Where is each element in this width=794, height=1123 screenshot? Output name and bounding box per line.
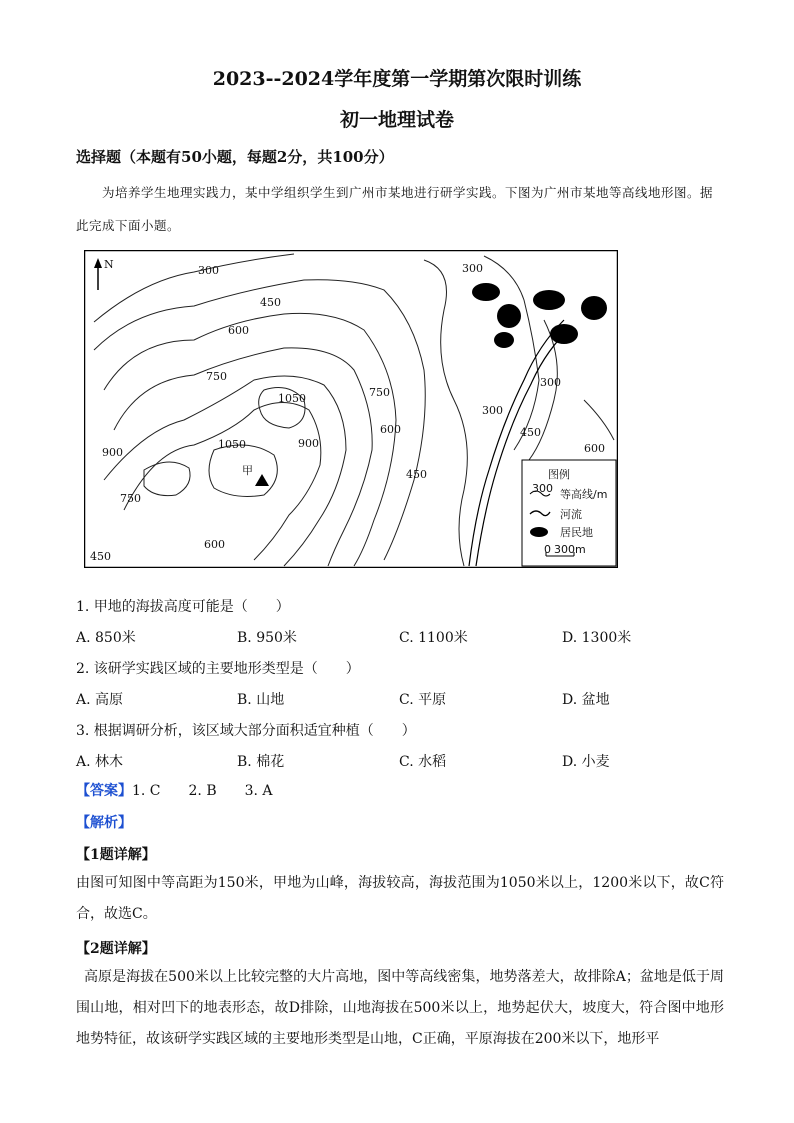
contour-label: 1050 — [278, 392, 306, 405]
section-heading: 选择题（本题有50小题，每题2分，共100分） — [76, 148, 394, 166]
q3-option-b: B. 棉花 — [237, 754, 285, 770]
contour-label: 900 — [298, 437, 319, 450]
question-3: 3. 根据调研分析，该区域大部分面积适宜种植（ ） — [76, 723, 416, 739]
contour-label: 300 — [198, 264, 219, 277]
legend-scale-dist: 300m — [554, 543, 586, 556]
legend-contour: 等高线/m — [560, 488, 608, 501]
q1-option-b: B. 950米 — [237, 630, 297, 646]
settlement — [494, 332, 514, 348]
q3-option-d: D. 小麦 — [562, 754, 610, 770]
legend-settlement: 居民地 — [560, 526, 593, 539]
settlement — [550, 324, 578, 344]
settlement — [581, 296, 607, 320]
contour-label: 600 — [380, 423, 401, 436]
contour-label: 600 — [204, 538, 225, 551]
contour-label: 450 — [406, 468, 427, 481]
q2-option-a: A. 高原 — [76, 692, 124, 708]
question-1: 1. 甲地的海拔高度可能是（ ） — [76, 599, 290, 615]
settlement — [533, 290, 565, 310]
answer-text: 1. C 2. B 3. A — [132, 783, 273, 799]
q2-option-d: D. 盆地 — [562, 692, 610, 708]
contour-label: 450 — [260, 296, 281, 309]
detail-2-heading: 【2题详解】 — [76, 941, 156, 957]
answer-line — [76, 780, 273, 800]
answer-tag: 【答案】 — [76, 783, 132, 799]
intro-paragraph: 为培养学生地理实践力，某中学组织学生到广州市某地进行研学实践。下图为广州市某地等高线地形图。据此完成下面小题。 — [76, 185, 714, 233]
contour-label: 750 — [206, 370, 227, 383]
q2-option-c: C. 平原 — [399, 692, 447, 708]
contour-label: 450 — [90, 550, 111, 563]
detail-1-text: 由图可知图中等高距为150米，甲地为山峰，海拔较高，海拔范围为1050米以上，1200米以下，故C符合，故选C。 — [76, 875, 724, 922]
contour-label: 300 — [462, 262, 483, 275]
contour-map — [84, 250, 618, 568]
exam-subtitle: 初一地理试卷 — [339, 109, 454, 131]
contour-label: 600 — [584, 442, 605, 455]
legend-title: 图例 — [548, 468, 570, 481]
q1-option-d: D. 1300米 — [562, 630, 632, 646]
q2-option-b: B. 山地 — [237, 692, 285, 708]
settlement — [497, 304, 521, 328]
contour-label: 600 — [228, 324, 249, 337]
q3-option-c: C. 水稻 — [399, 754, 447, 770]
north-label: N — [104, 258, 114, 271]
settlement — [472, 283, 500, 301]
exam-title: 2023--2024学年度第一学期第次限时训练 — [212, 68, 582, 90]
map-legend — [522, 460, 616, 566]
q3-option-a: A. 林木 — [76, 754, 124, 770]
contour-label: 300 — [482, 404, 503, 417]
contour-label: 1050 — [218, 438, 246, 451]
detail-1-heading: 【1题详解】 — [76, 847, 156, 863]
contour-label: 750 — [120, 492, 141, 505]
contour-label: 300 — [540, 376, 561, 389]
detail-2-text: 高原是海拔在500米以上比较完整的大片高地，图中等高线密集，地势落差大，故排除A；盆地是低于周围山地，相对凹下的地表形态，故D排除，山地海拔在500米以上，地势起伏大，坡度大，符合图中地形地势特征，故该研学实践区域的主要地形类型是山地，C正确，平原海拔在200米以下，地形平 — [76, 969, 724, 1047]
legend-contour-sample: 300 — [532, 482, 553, 495]
point-label: 甲 — [242, 464, 253, 477]
contour-label: 450 — [520, 426, 541, 439]
q1-option-a: A. 850米 — [76, 630, 136, 646]
question-2: 2. 该研学实践区域的主要地形类型是（ ） — [76, 661, 360, 677]
contour-label: 900 — [102, 446, 123, 459]
q1-option-c: C. 1100米 — [399, 630, 468, 646]
legend-river: 河流 — [560, 508, 582, 521]
contour-label: 750 — [369, 386, 390, 399]
legend-scale-zero: 0 — [544, 543, 551, 556]
analysis-tag: 【解析】 — [76, 815, 132, 831]
